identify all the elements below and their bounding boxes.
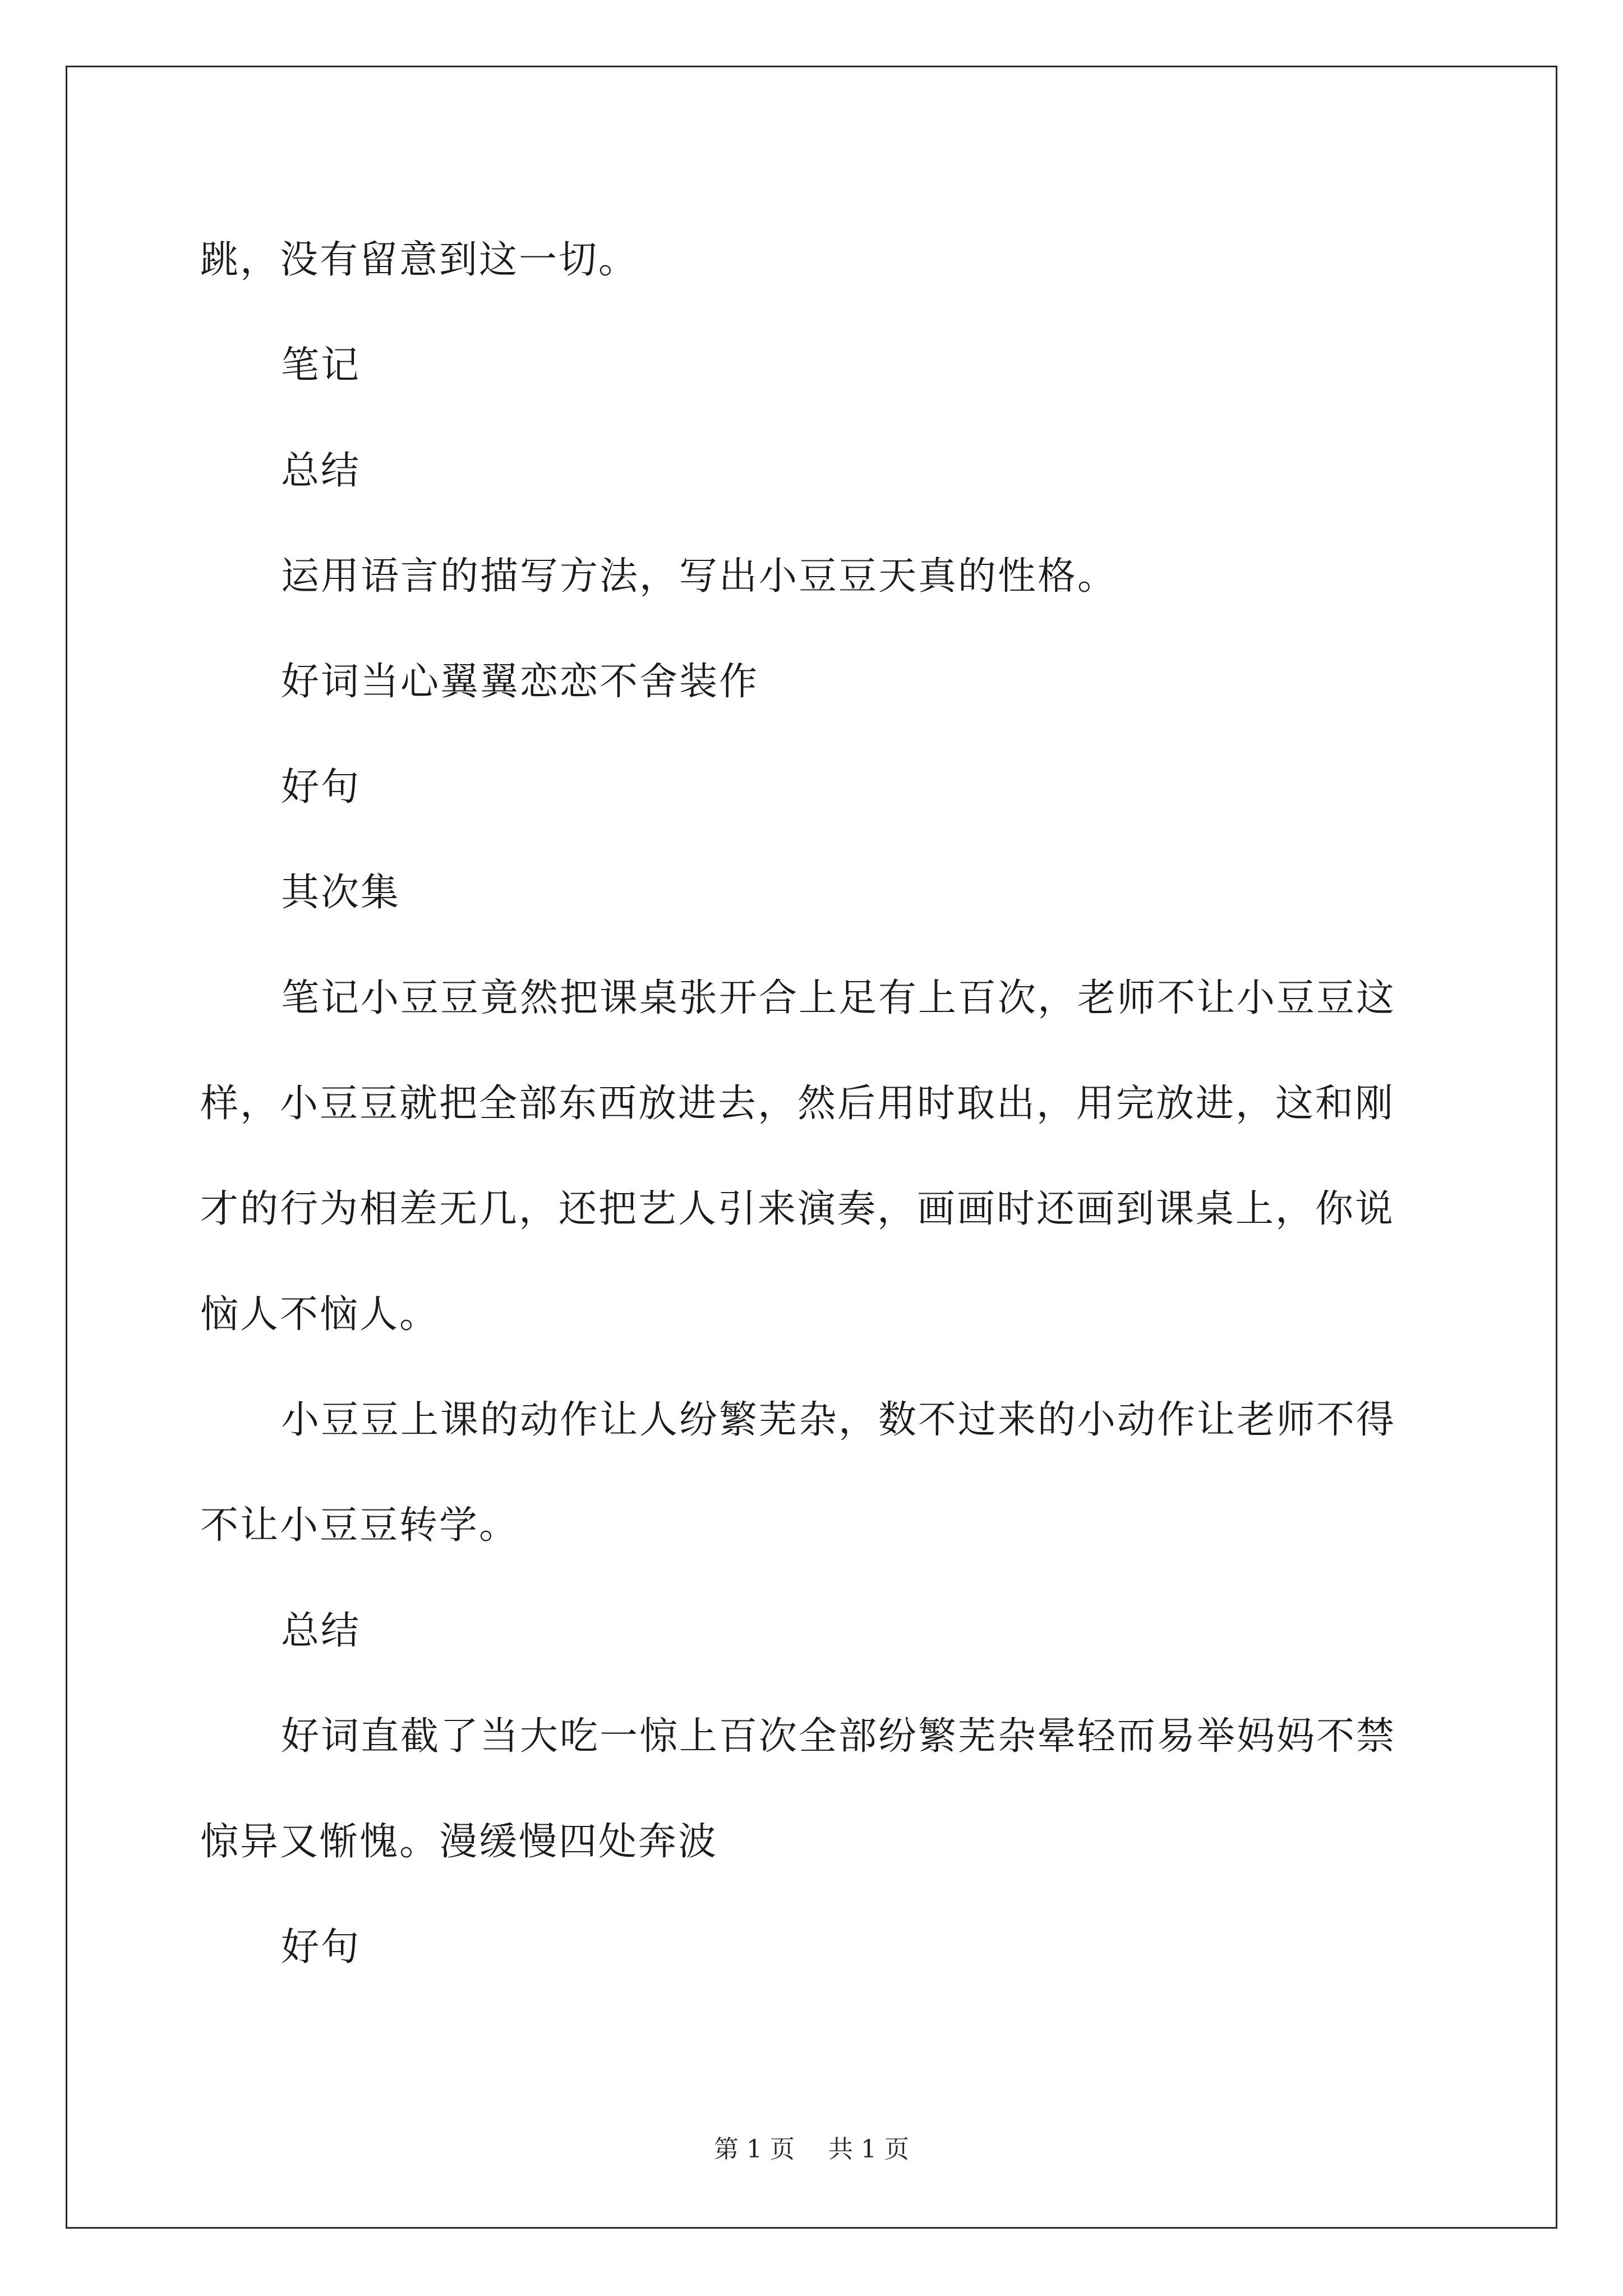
paragraph: 跳，没有留意到这一切。 xyxy=(200,238,639,282)
page-footer xyxy=(0,2129,1623,2165)
paragraph: 运用语言的描写方法，写出小豆豆天真的性格。 xyxy=(281,554,1118,599)
page-number-current: 第 1 页 xyxy=(714,2135,795,2164)
paragraph: 笔记小豆豆竟然把课桌张开合上足有上百次，老师不让小豆豆这样，小豆豆就把全部东西放进去，然后用时取出，用完放进，这和刚才的行为相差无几，还把艺人引来演奏，画画时还画到课桌上，你说恼人不恼人。 xyxy=(200,976,1396,1337)
paragraph: 小豆豆上课的动作让人纷繁芜杂，数不过来的小动作让老师不得不让小豆豆转学。 xyxy=(200,1398,1396,1548)
paragraph: 笔记 xyxy=(281,343,361,388)
paragraph: 好词直截了当大吃一惊上百次全部纷繁芜杂晕轻而易举妈妈不禁惊异又惭愧。漫缓慢四处奔波 xyxy=(200,1714,1396,1864)
document-body xyxy=(200,208,1434,2000)
paragraph: 好句 xyxy=(281,765,361,809)
paragraph: 其次集 xyxy=(281,871,401,915)
paragraph: 好句 xyxy=(281,1925,361,1970)
paragraph: 总结 xyxy=(281,449,361,493)
paragraph: 总结 xyxy=(281,1609,361,1653)
paragraph: 好词当心翼翼恋恋不舍装作 xyxy=(281,660,759,704)
page-number-total: 共 1 页 xyxy=(828,2135,909,2164)
